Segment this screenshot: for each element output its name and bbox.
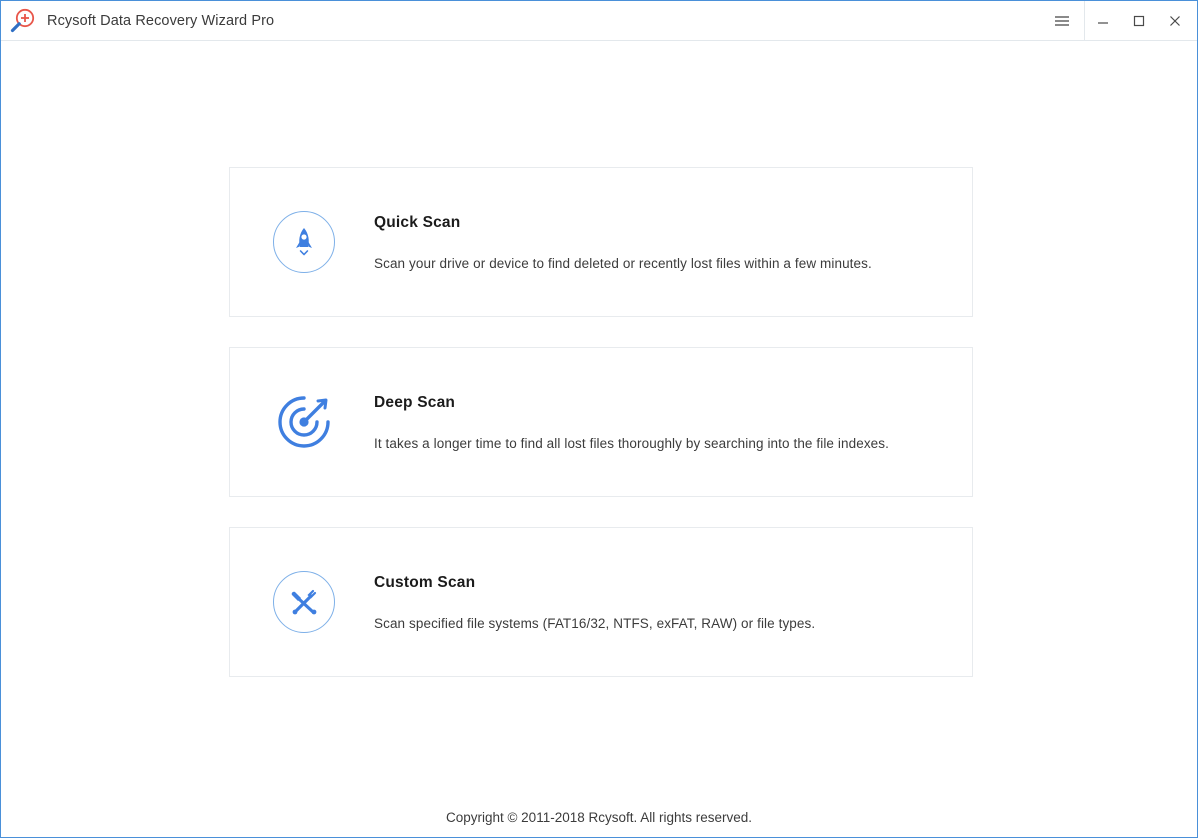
scan-card-text bbox=[374, 394, 889, 451]
main-content bbox=[1, 41, 1197, 837]
maximize-icon[interactable] bbox=[1121, 1, 1157, 40]
scan-card-quick-scan[interactable] bbox=[229, 167, 973, 317]
minimize-icon[interactable] bbox=[1085, 1, 1121, 40]
scan-card-title: Deep Scan bbox=[374, 393, 456, 411]
window-title: Rcysoft Data Recovery Wizard Pro bbox=[47, 12, 275, 29]
scan-card-custom-scan[interactable] bbox=[229, 527, 973, 677]
scan-card-text bbox=[374, 214, 872, 271]
title-bar bbox=[1, 1, 1197, 41]
scan-card-title: Quick Scan bbox=[374, 213, 461, 231]
scan-card-description: Scan specified file systems (FAT16/32, NTFS, exFAT, RAW) or file types. bbox=[374, 615, 816, 631]
close-icon[interactable] bbox=[1157, 1, 1193, 40]
footer-copyright: Copyright © 2011-2018 Rcysoft. All rights reserved. bbox=[445, 810, 753, 825]
target-arrow-icon bbox=[273, 391, 335, 453]
hamburger-menu-icon[interactable] bbox=[1039, 1, 1085, 40]
scan-card-title: Custom Scan bbox=[374, 573, 476, 591]
scan-card-description: It takes a longer time to find all lost files thoroughly by searching into the file indexes. bbox=[374, 435, 889, 451]
tools-icon bbox=[273, 571, 335, 633]
scan-mode-list bbox=[229, 167, 973, 707]
scan-card-description: Scan your drive or device to find deleted or recently lost files within a few minutes. bbox=[374, 255, 872, 271]
scan-card-deep-scan[interactable] bbox=[229, 347, 973, 497]
magnifier-plus-icon bbox=[3, 1, 43, 41]
rocket-icon bbox=[273, 211, 335, 273]
scan-card-text bbox=[374, 574, 815, 631]
